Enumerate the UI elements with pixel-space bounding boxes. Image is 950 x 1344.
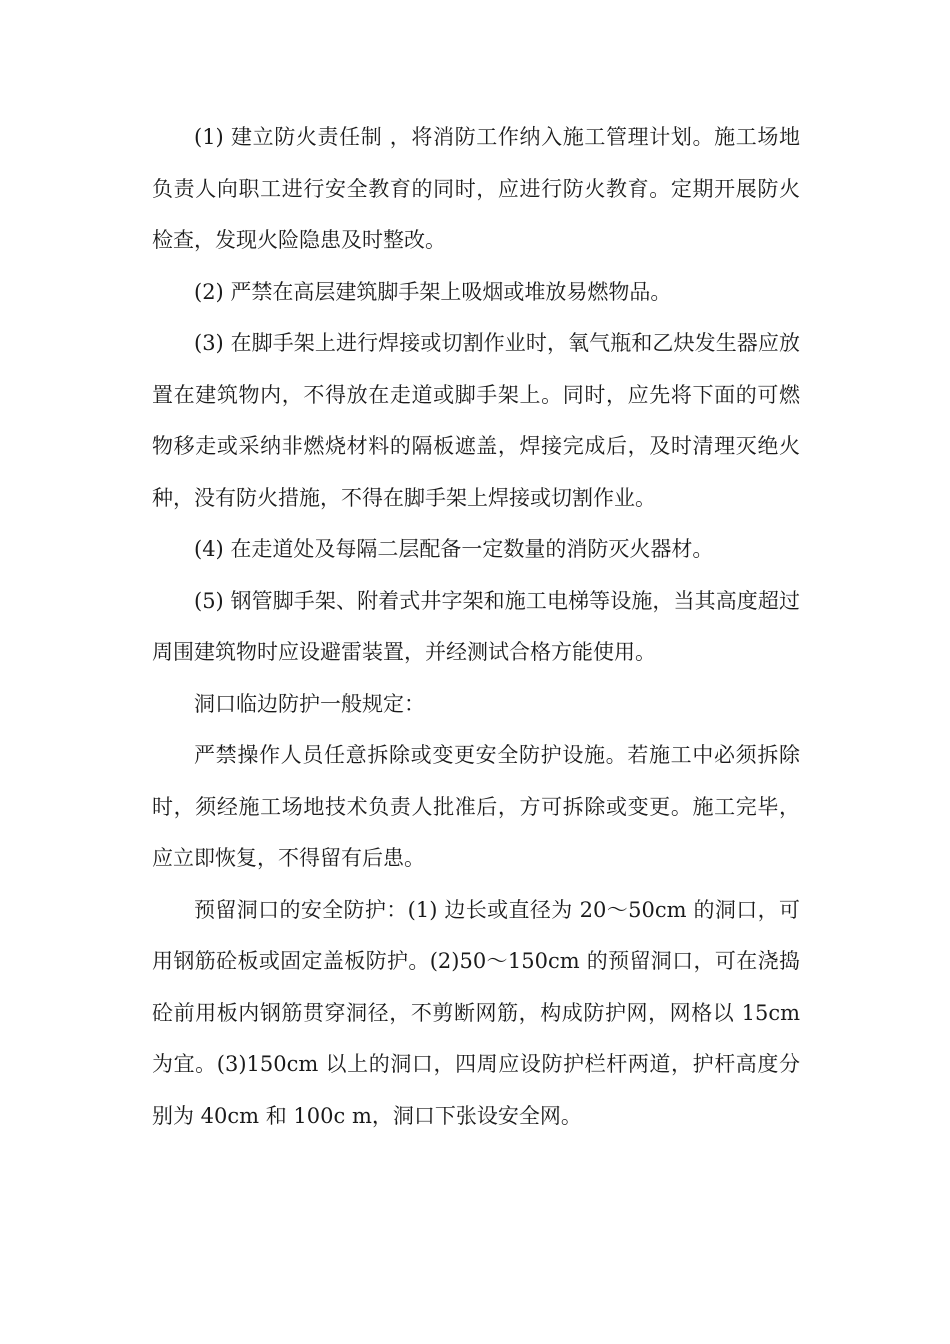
paragraph-no-removal: 严禁操作人员任意拆除或变更安全防护设施。若施工中必须拆除时，须经施工场地技术负责人批准后，方可拆除或变更。施工完毕，应立即恢复，不得留有后患。 bbox=[152, 743, 800, 870]
paragraph-no-smoking: (2) 严禁在高层建筑脚手架上吸烟或堆放易燃物品。 bbox=[194, 279, 672, 304]
paragraph-extinguishers: (4) 在走道处及每隔二层配备一定数量的消防灭火器材。 bbox=[194, 537, 714, 561]
paragraph-opening-protection: 预留洞口的安全防护：(1) 边长或直径为 20～50cm 的洞口，可用钢筋砼板或固定盖板防护。(2)50～150cm 的预留洞口，可在浇捣砼前用板内钢筋贯穿洞径，不剪断网筋，构成防护网，网格以 15cm 为宜。(3)150cm 以上的洞口，四周应设防护栏杆两道，护杆高度分别为 40cm 和 100c m，洞口下张设安全网。 bbox=[152, 897, 800, 1128]
paragraph-fire-responsibility: (1) 建立防火责任制 ，将消防工作纳入施工管理计划。施工场地负责人向职工进行安全教育的同时，应进行防火教育。定期开展防火检查，发现火险隐患及时整改。 bbox=[152, 125, 800, 252]
paragraph-welding: (3) 在脚手架上进行焊接或切割作业时，氧气瓶和乙炔发生器应放置在建筑物内，不得放在走道或脚手架上。同时，应先将下面的可燃物移走或采纳非燃烧材料的隔板遮盖，焊接完成后，及时清理灭绝火种，没有防火措施，不得在脚手架上焊接或切割作业。 bbox=[152, 331, 800, 510]
paragraph-lightning: (5) 钢管脚手架、附着式井字架和施工电梯等设施，当其高度超过周围建筑物时应设避雷装置，并经测试合格方能使用。 bbox=[152, 588, 800, 664]
paragraph-opening-rules-heading: 洞口临边防护一般规定： bbox=[194, 691, 425, 716]
document-body bbox=[152, 112, 800, 1142]
